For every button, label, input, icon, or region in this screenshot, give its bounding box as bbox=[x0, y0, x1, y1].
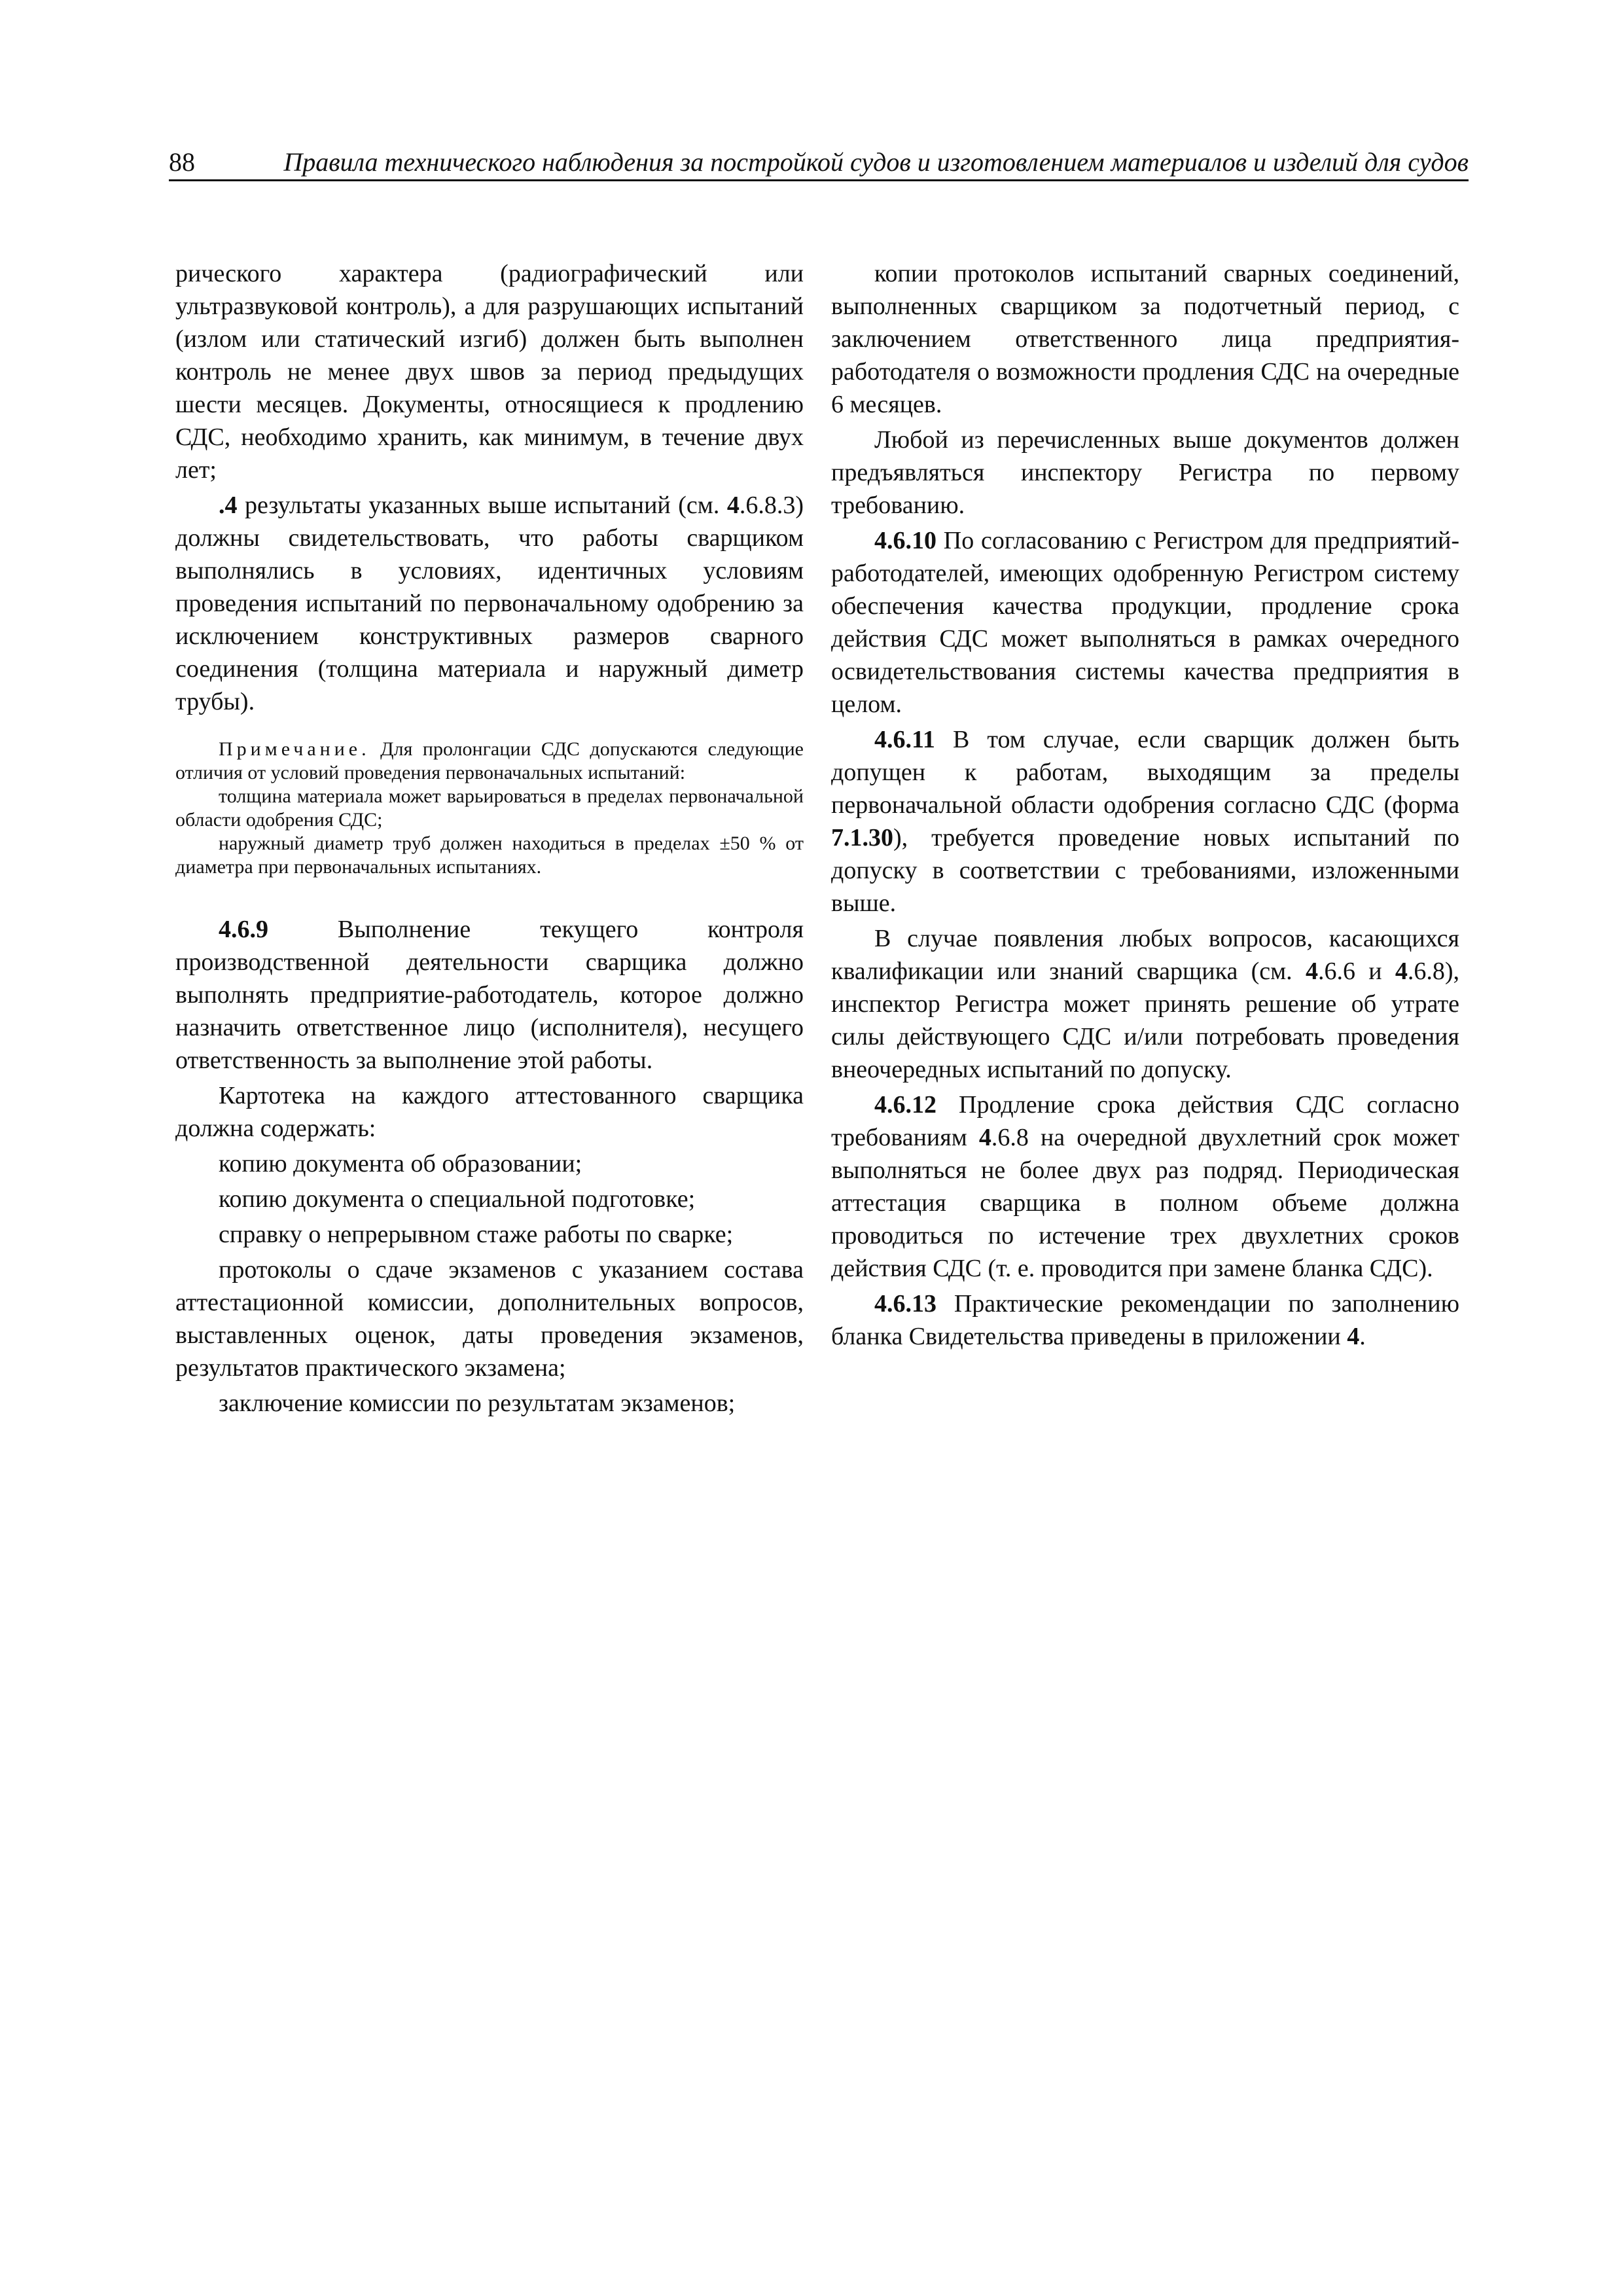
clause-number: .4 bbox=[219, 492, 238, 519]
card-file-paragraph: Картотека на каждого аттестованного сварщика должна содержать: bbox=[175, 1082, 804, 1142]
note-item-diameter: наружный диаметр труб должен находиться в пределах ±50 % от диаметра при первоначальных испытаниях. bbox=[175, 833, 804, 878]
page-header bbox=[169, 141, 1469, 181]
running-title: Правила технического наблюдения за постройкой судов и изготовлением материалов и изделий для судов bbox=[283, 147, 1469, 177]
page-number: 88 bbox=[169, 147, 195, 177]
list-item: заключение комиссии по результатам экзаменов; bbox=[219, 1390, 736, 1417]
note-intro: Примечание. Для пролонгации СДС допускаются следующие отличия от условий проведения первоначальных испытаний: bbox=[175, 738, 804, 783]
any-document-paragraph: Любой из перечисленных выше документов должен предъявляться инспектору Регистра по первому требованию. bbox=[831, 426, 1459, 519]
section-4-6-13: 4.6.13 Практические рекомендации по заполнению бланка Свидетельства приведены в приложении 4. bbox=[831, 1290, 1459, 1350]
clause-4: .4 результаты указанных выше испытаний (см. 4.6.8.3) должны свидетельствовать, что работы сварщиком выполнялись в условиях, идентичных условиям проведения испытаний по первоначальному одобрению за исключением конструктивных размеров сварного соединения (толщина материала и наружный диметр трубы). bbox=[175, 492, 804, 715]
section-ref: 4 bbox=[1395, 958, 1408, 985]
section-ref: 4 bbox=[1305, 958, 1318, 985]
section-4-6-12: 4.6.12 Продление срока действия СДС согласно требованиям 4.6.8 на очередной двухлетний срок может выполняться не более двух раз подряд. Периодическая аттестация сварщика в полном объеме должна проводиться по истечение трех двухлетних сроков действия СДС (т. е. проводится при замене бланка СДС). bbox=[831, 1091, 1459, 1282]
section-4-6-11: 4.6.11 В том случае, если сварщик должен быть допущен к работам, выходящим за пределы первоначальной области одобрения согласно СДС (форма 7.1.30), требуется проведение новых испытаний по допуску в соответствии с требованиями, изложенными выше. bbox=[831, 726, 1459, 917]
list-item: копии протоколов испытаний сварных соединений, выполненных сварщиком за подотчетный период, с заключением ответственного лица предприятия-работодателя о возможности продления СДС на очередные 6 месяцев. bbox=[831, 260, 1459, 418]
list-item: протоколы о сдаче экзаменов с указанием состава аттестационной комиссии, дополнительных вопросов, выставленных оценок, даты проведения экзаменов, результатов практического экзамена; bbox=[175, 1256, 804, 1382]
note-block bbox=[175, 738, 804, 879]
list-item: справку о непрерывном стаже работы по сварке; bbox=[219, 1221, 734, 1248]
list-item: копию документа об образовании; bbox=[219, 1150, 582, 1177]
section-number: 4.6.12 bbox=[874, 1091, 936, 1119]
left-column bbox=[175, 257, 804, 1422]
section-ref: 4 bbox=[726, 492, 740, 519]
section-number: 4.6.13 bbox=[874, 1290, 936, 1318]
questions-paragraph: В случае появления любых вопросов, касающихся квалификации или знаний сварщика (см. 4.6.6 и 4.6.8), инспектор Регистра может принять решение об утрате силы действующего СДС и/или потребовать проведения внеочередных испытаний по допуску. bbox=[831, 925, 1459, 1083]
list-item: копию документа о специальной подготовке; bbox=[219, 1185, 696, 1213]
appendix-ref: 4 bbox=[1347, 1323, 1360, 1350]
note-label: Примечание. bbox=[219, 738, 370, 760]
note-item-thickness: толщина материала может варьироваться в пределах первоначальной области одобрения СДС; bbox=[175, 785, 804, 831]
section-4-6-10: 4.6.10 По согласованию с Регистром для предприятий-работодателей, имеющих одобренную Регистром систему обеспечения качества продукции, продление срока действия СДС может выполняться в рамках очередного освидетельствования системы качества предприятия в целом. bbox=[831, 527, 1459, 718]
paragraph-continuation: рического характера (радиографический или ультразвуковой контроль), а для разрушающих испытаний (излом или статический изгиб) должен быть выполнен контроль не менее двух швов за период предыдущих шести месяцев. Документы, относящиеся к продлению СДС, необходимо хранить, как минимум, в течение двух лет; bbox=[175, 260, 804, 484]
section-number: 4.6.9 bbox=[219, 916, 268, 943]
right-column bbox=[831, 257, 1459, 1355]
section-ref: 4 bbox=[978, 1124, 991, 1151]
form-ref: 7.1.30 bbox=[831, 824, 893, 852]
section-4-6-9: 4.6.9 Выполнение текущего контроля производственной деятельности сварщика должно выполнять предприятие-работодатель, которое должно назначить ответственное лицо (исполнителя), несущего ответственность за выполнение этой работы. bbox=[175, 916, 804, 1074]
section-number: 4.6.10 bbox=[874, 527, 936, 554]
section-number: 4.6.11 bbox=[874, 726, 935, 753]
